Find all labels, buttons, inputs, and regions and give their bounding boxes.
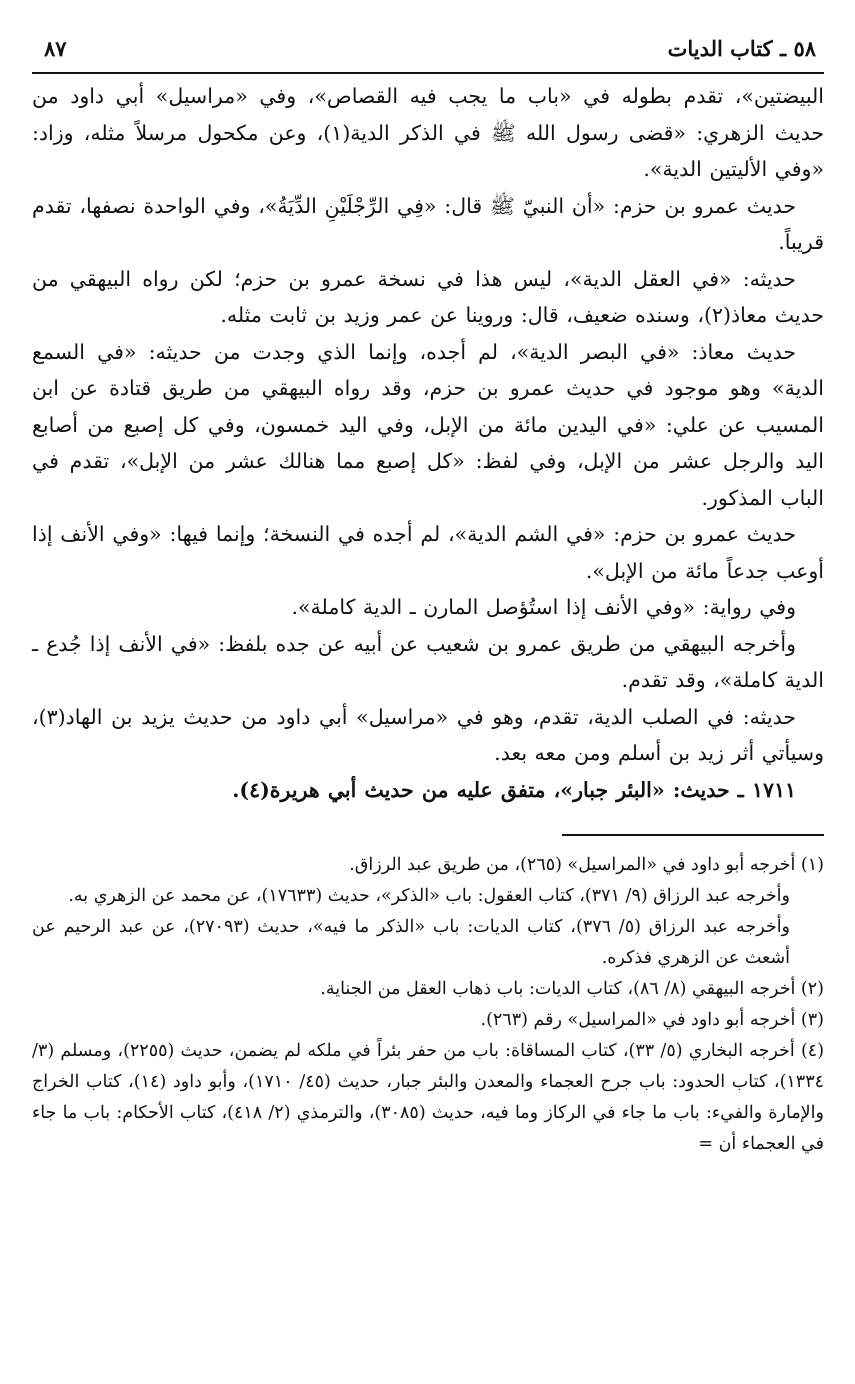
- footnote: (٤) أخرجه البخاري (٥/ ٣٣)، كتاب المساقاة: باب من حفر بئراً في ملكه لم يضمن، حديث (٢٢٥٥)، ومسلم (٣/ ١٣٣٤)، كتاب الحدود: باب جرح العجماء والمعدن والبئر جبار، حديث (٤٥/ ١٧١٠)، وأبو داود (١٤)، كتاب الخراج والإمارة والفيء: باب ما جاء في الركاز وما فيه، حديث (٣٠٨٥)، والترمذي (٢/ ٤١٨)، كتاب الأحكام: باب ما جاء في العجماء أن =: [32, 1041, 825, 1154]
- footnote: (٢) أخرجه البيهقي (٨/ ٨٦)، كتاب الديات: باب ذهاب العقل من الجناية.: [320, 979, 824, 999]
- running-title: ٥٨ ـ كتاب الديات: [667, 36, 816, 61]
- paragraph: حديث معاذ: «في البصر الدية»، لم أجده، وإنما الذي وجدت من حديثه: «في السمع الدية» وهو موجود في حديث عمرو بن حزم، وقد رواه البيهقي من طريق قتادة عن ابن المسيب عن علي: «في اليدين مائة من الإبل، وفي اليد خمسون، وفي كل إصبع من أصابع اليد والرجل عشر من الإبل، وفي لفظ: «كل إصبع مما هنالك عشر من الإبل»، تقدم في الباب المذكور.: [32, 339, 824, 510]
- paragraph: وفي رواية: «وفي الأنف إذا استُؤصل المارن ـ الدية كاملة».: [291, 595, 796, 619]
- book-page: [32, 30, 824, 1370]
- main-text: [32, 78, 824, 808]
- paragraph: وأخرجه البيهقي من طريق عمرو بن شعيب عن أبيه عن جده بلفظ: «في الأنف إذا جُدع ـ الدية كاملة»، وقد تقدم.: [32, 631, 824, 692]
- paragraph: حديث عمرو بن حزم: «أن النبيّ ﷺ قال: «فِي الرِّجْلَيْنِ الدِّيَةُ»، وفي الواحدة نصفها، تقدم قريباً.: [32, 193, 824, 254]
- footnote-continuation: وأخرجه عبد الرزاق (٩/ ٣٧١)، كتاب العقول: باب «الذكر»، حديث (١٧٦٣٣)، عن محمد عن الزهري به.: [68, 886, 790, 906]
- footnotes: [32, 850, 824, 1160]
- page-number: ٨٧: [44, 36, 67, 61]
- paragraph: حديثه: «في العقل الدية»، ليس هذا في نسخة عمرو بن حزم؛ لكن رواه البيهقي من حديث معاذ(٢)، وسنده ضعيف، قال: وروينا عن عمر وزيد بن ثابت مثله.: [32, 266, 824, 327]
- paragraph: حديث عمرو بن حزم: «في الشم الدية»، لم أجده في النسخة؛ وإنما فيها: «وفي الأنف إذا أوعب جدعاً مائة من الإبل».: [32, 522, 824, 583]
- numbered-entry: ١٧١١ ـ حديث: «البئر جبار»، متفق عليه من حديث أبي هريرة(٤).: [232, 777, 796, 802]
- page-header: [32, 30, 824, 74]
- footnote: (١) أخرجه أبو داود في «المراسيل» (٢٦٥)، من طريق عبد الرزاق.: [349, 855, 824, 875]
- footnote-divider: [562, 834, 824, 836]
- paragraph: البيضتين»، تقدم بطوله في «باب ما يجب فيه القصاص»، وفي «مراسيل» أبي داود من حديث الزهري: «قضى رسول الله ﷺ في الذكر الدية(١)، وعن مكحول مرسلاً مثله، وزاد: «وفي الأليتين الدية».: [32, 84, 825, 181]
- footnote-continuation: وأخرجه عبد الرزاق (٥/ ٣٧٦)، كتاب الديات: باب «الذكر ما فيه»، حديث (٢٧٠٩٣)، عن عبد الرحيم عن أشعث عن الزهري فذكره.: [32, 917, 791, 968]
- footnote: (٣) أخرجه أبو داود في «المراسيل» رقم (٢٦٣).: [480, 1010, 824, 1030]
- paragraph: حديثه: في الصلب الدية، تقدم، وهو في «مراسيل» أبي داود من حديث يزيد بن الهاد(٣)، وسيأتي أثر زيد بن أسلم ومن معه بعد.: [32, 704, 824, 765]
